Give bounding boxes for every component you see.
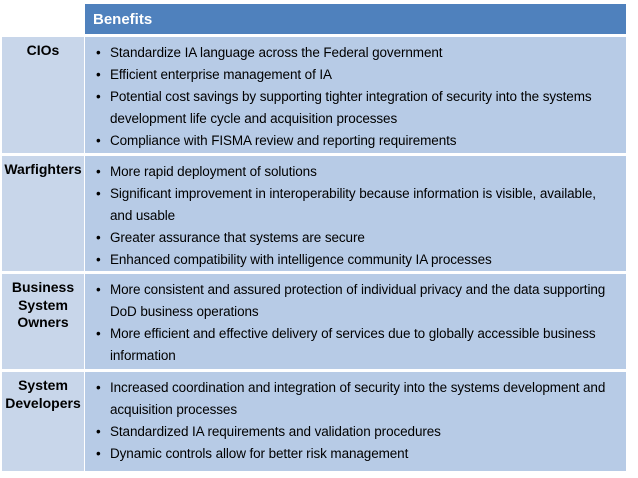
row-label-business-system-owners (2, 274, 85, 372)
benefit-item (96, 64, 618, 86)
bullet-icon: • (96, 67, 101, 82)
benefit-list (96, 377, 618, 465)
bullet-icon: • (96, 186, 101, 201)
benefit-text: Significant improvement in interoperability because information is visible, available, and usable (110, 186, 596, 223)
row-label-cios (2, 37, 85, 156)
benefit-item (96, 421, 618, 443)
benefit-text: Increased coordination and integration of security into the systems development and acquisition processes (110, 380, 606, 417)
benefit-text: More consistent and assured protection of individual privacy and the data supporting DoD business operations (110, 282, 606, 319)
benefit-item (96, 279, 618, 323)
benefits-table (2, 4, 627, 474)
benefit-item (96, 227, 618, 249)
row-label-text: Business System Owners (11, 279, 75, 330)
benefit-item (96, 86, 618, 130)
bullet-icon: • (96, 89, 101, 104)
benefit-list (96, 161, 618, 271)
benefit-text: Enhanced compatibility with intelligence community IA processes (110, 252, 492, 267)
row-label-warfighters (2, 156, 85, 274)
bullet-icon: • (96, 133, 101, 148)
bullet-icon: • (96, 252, 101, 267)
bullet-icon: • (96, 446, 101, 461)
benefits-header: Benefits (85, 4, 627, 37)
benefit-item (96, 323, 618, 367)
benefit-item (96, 249, 618, 271)
benefit-item (96, 42, 618, 64)
benefits-business-system-owners (85, 274, 627, 372)
bullet-icon: • (96, 164, 101, 179)
benefit-item (96, 183, 618, 227)
benefit-list (96, 42, 618, 152)
header-blank-cell (2, 4, 85, 37)
benefit-list (96, 279, 618, 367)
benefits-cios (85, 37, 627, 156)
benefit-text: Greater assurance that systems are secure (110, 230, 365, 245)
benefit-text: Standardize IA language across the Federal government (110, 45, 443, 60)
benefit-text: Dynamic controls allow for better risk management (110, 446, 409, 461)
benefit-text: Standardized IA requirements and validation procedures (110, 424, 441, 439)
benefits-warfighters (85, 156, 627, 274)
bullet-icon: • (96, 230, 101, 245)
row-label-text: System Developers (5, 377, 81, 411)
bullet-icon: • (96, 282, 101, 297)
benefit-item (96, 161, 618, 183)
benefit-text: Compliance with FISMA review and reporting requirements (110, 133, 457, 148)
row-label-system-developers (2, 372, 85, 474)
benefits-system-developers (85, 372, 627, 474)
benefit-item (96, 377, 618, 421)
benefit-text: More rapid deployment of solutions (110, 164, 317, 179)
row-label-text: CIOs (26, 42, 60, 58)
benefit-item (96, 130, 618, 152)
benefit-text: Potential cost savings by supporting tighter integration of security into the systems development life cycle and acquisition processes (110, 89, 592, 126)
bullet-icon: • (96, 424, 101, 439)
benefit-text: Efficient enterprise management of IA (110, 67, 332, 82)
benefit-text: More efficient and effective delivery of services due to globally accessible business information (110, 326, 596, 363)
bullet-icon: • (96, 380, 101, 395)
row-label-text: Warfighters (4, 161, 82, 177)
bullet-icon: • (96, 45, 101, 60)
bullet-icon: • (96, 326, 101, 341)
benefit-item (96, 443, 618, 465)
